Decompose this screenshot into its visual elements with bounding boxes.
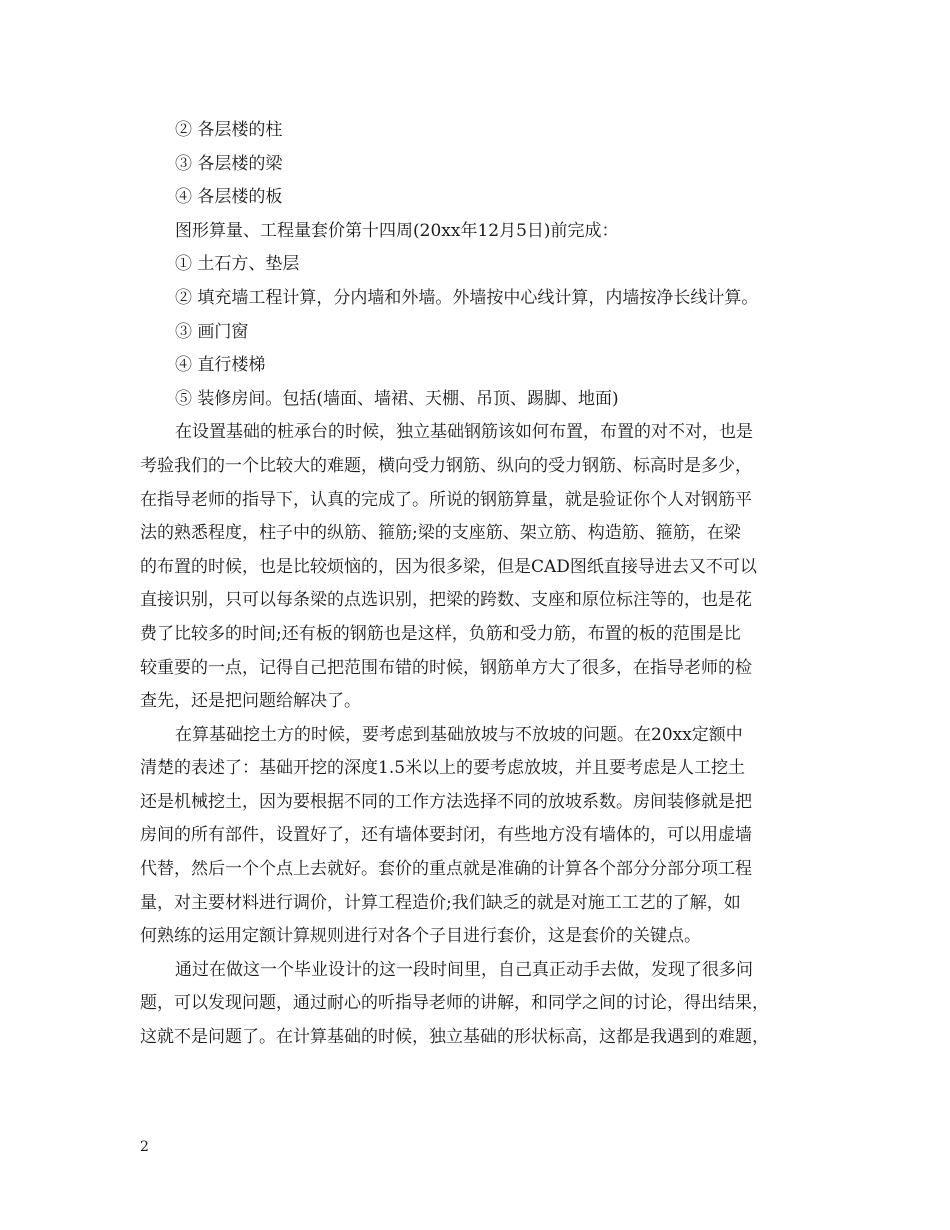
list-item: ④ 直行楼梯 [175, 355, 266, 376]
paragraph-line: 的布置的时候，也是比较烦恼的，因为很多梁，但是CAD图纸直接导进去又不可以 [140, 556, 757, 577]
list-item: ② 各层楼的柱 [175, 120, 283, 140]
paragraph-foundation-rebar [140, 416, 820, 718]
page-number: 2 [140, 1139, 149, 1155]
paragraph-line: 在算基础挖土方的时候，要考虑到基础放坡与不放坡的问题。在20xx定额中 [175, 724, 743, 745]
paragraph-line: 在设置基础的桩承台的时候，独立基础钢筋该如何布置，布置的对不对，也是 [175, 422, 753, 443]
paragraph-reflection [140, 954, 820, 1055]
paragraph-earthwork [140, 719, 820, 954]
list-item: ④ 各层楼的板 [175, 187, 283, 208]
paragraph-line: 还是机械挖土，因为要根据不同的工作方法选择不同的放坡系数。房间装修就是把 [140, 791, 752, 812]
list-item: ③ 画门窗 [175, 321, 249, 342]
paragraph-line: 题，可以发现问题，通过耐心的听指导老师的讲解，和同学之间的讨论，得出结果， [140, 993, 769, 1014]
paragraph-line: 房间的所有部件，设置好了，还有墙体要封闭，有些地方没有墙体的，可以用虚墙 [140, 825, 752, 846]
schedule-heading: 图形算量、工程量套价第十四周(20xx年12月5日)前完成： [175, 220, 619, 241]
list-item: ⑤ 装修房间。包括(墙面、墙裙、天棚、吊顶、踢脚、地面) [175, 388, 619, 409]
paragraph-line: 考验我们的一个比较大的难题，横向受力钢筋、纵向的受力钢筋、标高时是多少， [140, 455, 752, 476]
list-item: ② 填充墙工程计算，分内墙和外墙。外墙按中心线计算，内墙按净长线计算。 [175, 287, 759, 308]
paragraph-line: 法的熟悉程度，柱子中的纵筋、箍筋;梁的支座筋、架立筋、构造筋、箍筋，在梁 [140, 523, 741, 544]
paragraph-line: 代替，然后一个个点上去就好。套价的重点就是准确的计算各个部分分部分项工程 [140, 859, 752, 880]
paragraph-line: 何熟练的运用定额计算规则进行对各个子目进行套价，这是套价的关键点。 [140, 926, 701, 947]
paragraph-line: 查先，还是把问题给解决了。 [140, 691, 361, 712]
paragraph-line: 在指导老师的指导下，认真的完成了。所说的钢筋算量，就是验证你个人对钢筋平 [140, 489, 752, 510]
list-item: ① 土石方、垫层 [175, 254, 300, 275]
list-item: ③ 各层楼的梁 [175, 153, 283, 174]
paragraph-line: 这就不是问题了。在计算基础的时候，独立基础的形状标高，这都是我遇到的难题， [140, 1027, 769, 1048]
paragraph-line: 通过在做这一个毕业设计的这一段时间里，自己真正动手去做，发现了很多问 [175, 959, 753, 980]
paragraph-line: 量，对主要材料进行调价，计算工程造价;我们缺乏的就是对施工工艺的了解，如 [140, 892, 741, 913]
paragraph-line: 较重要的一点，记得自己把范围布错的时候，钢筋单方大了很多，在指导老师的检 [140, 657, 752, 678]
paragraph-line: 直接识别，只可以每条梁的点选识别，把梁的跨数、支座和原位标注等的，也是花 [140, 590, 752, 611]
paragraph-line: 费了比较多的时间;还有板的钢筋也是这样，负筋和受力筋，布置的板的范围是比 [140, 623, 741, 644]
paragraph-line: 清楚的表述了：基础开挖的深度1.5米以上的要考虑放坡，并且要考虑是人工挖土 [140, 758, 746, 779]
document-body [140, 114, 820, 1055]
